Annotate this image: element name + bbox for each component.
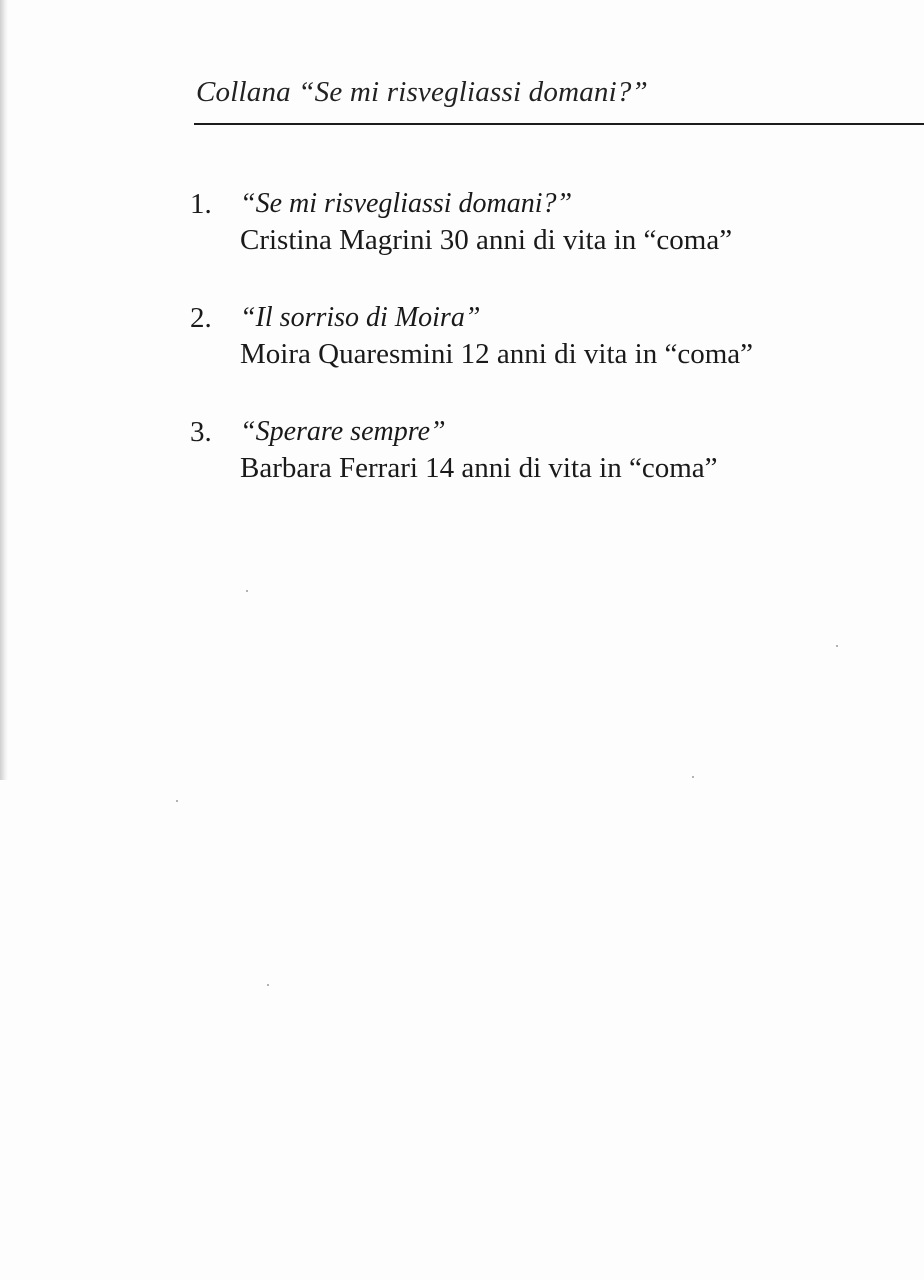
item-number: 1. [190, 188, 212, 220]
scan-speck [692, 776, 694, 778]
header-rule [194, 123, 924, 125]
series-header: Collana “Se mi risvegliassi domani?” [196, 76, 648, 108]
item-title: “Se mi risvegliassi domani?” [240, 188, 573, 219]
scan-speck [246, 590, 248, 592]
scan-speck [267, 984, 269, 986]
item-title: “Il sorriso di Moira” [240, 302, 481, 333]
item-subtitle: Cristina Magrini 30 anni di vita in “coma” [240, 224, 733, 256]
item-number: 3. [190, 416, 212, 448]
item-title: “Sperare sempre” [240, 416, 446, 447]
scan-edge-shadow [0, 0, 8, 780]
item-subtitle: Moira Quaresmini 12 anni di vita in “coma” [240, 338, 753, 370]
scan-speck [836, 645, 838, 647]
scan-speck [176, 800, 178, 802]
item-number: 2. [190, 302, 212, 334]
item-subtitle: Barbara Ferrari 14 anni di vita in “coma” [240, 452, 718, 484]
